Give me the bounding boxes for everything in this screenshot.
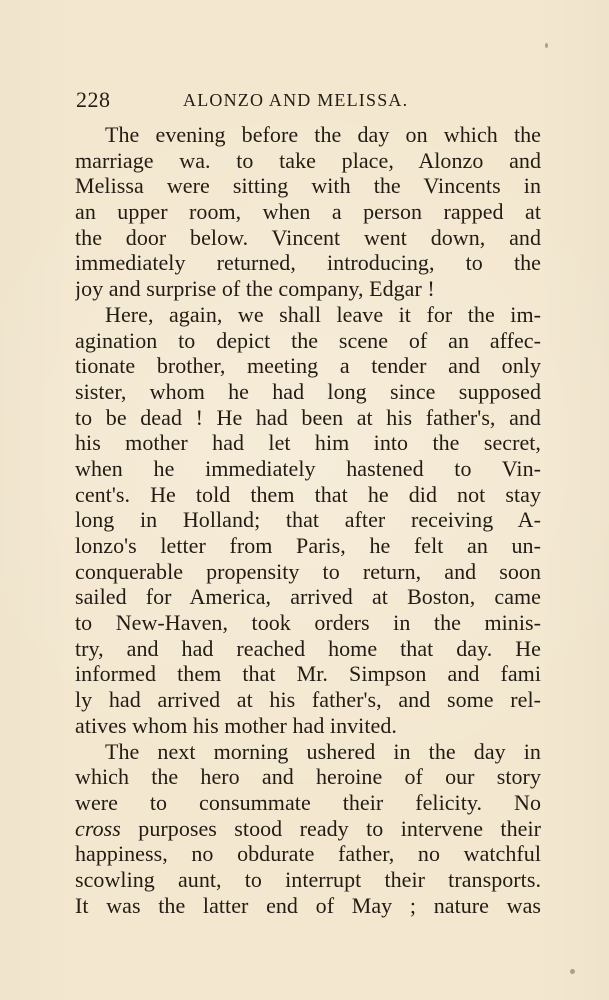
- italic-phrase: cross: [75, 815, 121, 841]
- page-speck: [545, 43, 548, 48]
- paragraph-line: tionate brother, meeting a tender and only: [75, 353, 541, 379]
- paragraph-line: ly had arrived at his father's, and some rel-: [75, 687, 541, 713]
- paragraph-line: to be dead ! He had been at his father's, and: [75, 404, 541, 430]
- paragraph-line: agination to depict the scene of an affec-: [75, 327, 541, 353]
- paragraph-line-tail: purposes stood ready to intervene their: [138, 815, 541, 841]
- paragraph-line: marriage wa. to take place, Alonzo and: [75, 147, 541, 173]
- paragraph-line: were to consummate their felicity. No: [75, 789, 541, 815]
- paragraph-line: happiness, no obdurate father, no watchful: [75, 841, 541, 867]
- page-number: 228: [76, 87, 111, 112]
- paragraph-line: joy and surprise of the company, Edgar !: [75, 276, 435, 302]
- paragraph-line: informed them that Mr. Simpson and fami: [75, 661, 541, 687]
- body-text: [75, 122, 541, 918]
- paragraph-line: [75, 816, 541, 842]
- page-speck: [570, 969, 575, 974]
- paragraph-line: atives whom his mother had invited.: [75, 712, 397, 738]
- paragraph-line: It was the latter end of May ; nature was: [75, 892, 541, 918]
- running-head: ALONZO AND MELISSA.: [183, 90, 409, 110]
- paragraph-line: to New-Haven, took orders in the minis-: [75, 610, 541, 636]
- page-header: [76, 86, 544, 116]
- paragraph-line: sister, whom he had long since supposed: [75, 378, 541, 404]
- paragraph-line: cent's. He told them that he did not stay: [75, 481, 541, 507]
- paragraph-line: sailed for America, arrived at Boston, came: [75, 584, 541, 610]
- paragraph-line: scowling aunt, to interrupt their transports.: [75, 866, 541, 892]
- paragraph-line: The next morning ushered in the day in: [105, 738, 541, 764]
- paragraph-line: his mother had let him into the secret,: [75, 430, 541, 456]
- paragraph-line: Here, again, we shall leave it for the im-: [105, 301, 541, 327]
- paragraph-line: which the hero and heroine of our story: [75, 764, 541, 790]
- paragraph-line: an upper room, when a person rapped at: [75, 199, 541, 225]
- paragraph-line: The evening before the day on which the: [105, 122, 541, 147]
- paragraph-line: Melissa were sitting with the Vincents in: [75, 173, 541, 199]
- paragraph-line: the door below. Vincent went down, and: [75, 224, 541, 250]
- paragraph-line: lonzo's letter from Paris, he felt an un-: [75, 533, 541, 558]
- paragraph-line: long in Holland; that after receiving A-: [75, 507, 541, 533]
- paragraph-line: immediately returned, introducing, to the: [75, 250, 541, 276]
- paragraph-line: conquerable propensity to return, and soon: [75, 558, 541, 584]
- paragraph-line: when he immediately hastened to Vin-: [75, 455, 541, 481]
- paragraph-line: try, and had reached home that day. He: [75, 635, 541, 661]
